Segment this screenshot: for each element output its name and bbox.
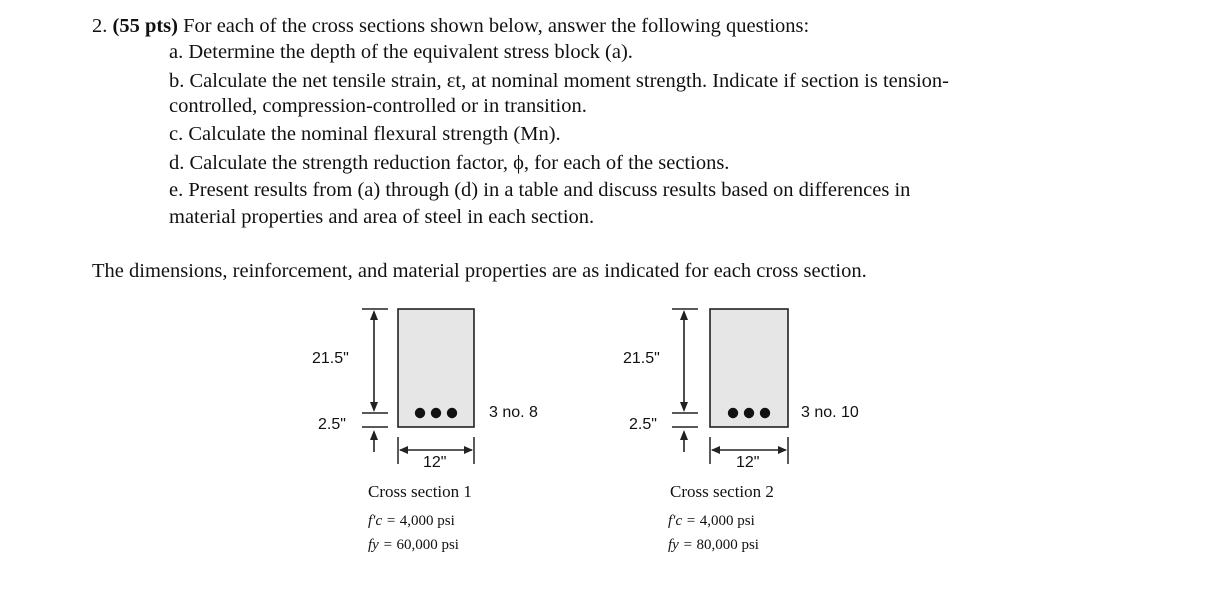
item-a: a. Determine the depth of the equivalent stress block (a). [169, 41, 633, 63]
section-2-fc [668, 513, 755, 530]
section-1-caption: Cross section 1 [368, 482, 472, 501]
section-2-caption: Cross section 2 [670, 482, 774, 501]
section-1-height-top: 21.5" [312, 350, 349, 367]
section-1-fy-value: 60,000 psi [396, 537, 459, 553]
rebar-1a [415, 408, 425, 418]
rebar-2c [760, 408, 770, 418]
problem-prompt: For each of the cross sections shown below, answer the following questions: [183, 15, 810, 37]
rebar-2b [744, 408, 754, 418]
section-1-fc [368, 513, 455, 530]
rebar-1c [447, 408, 457, 418]
item-e: e. Present results from (a) through (d) in a table and discuss results based on differences in [169, 179, 911, 201]
section-1-fy-label: fy = [368, 537, 397, 553]
section-1-fc-label: f′c = [368, 513, 400, 529]
section-2-fc-label: f′c = [668, 513, 700, 529]
item-b-continued: controlled, compression-controlled or in transition. [169, 95, 587, 117]
section-1-width: 12" [423, 454, 447, 471]
section-1-fc-value: 4,000 psi [399, 513, 455, 529]
item-b: b. Calculate the net tensile strain, εt, at nominal moment strength. Indicate if section is tension- [169, 70, 950, 92]
section-2-fy-value: 80,000 psi [696, 537, 759, 553]
cross-section-drawings [0, 292, 1208, 612]
section-2-height-bottom: 2.5" [629, 416, 657, 433]
dimensions-note: The dimensions, reinforcement, and material properties are as indicated for each cross section. [92, 260, 867, 282]
section-2-bars: 3 no. 10 [801, 404, 859, 421]
cross-section-1-drawing [362, 309, 474, 464]
item-c: c. Calculate the nominal flexural strength (Mn). [169, 123, 561, 145]
section-1-fy [368, 537, 459, 554]
section-1-height-bottom: 2.5" [318, 416, 346, 433]
rebar-1b [431, 408, 441, 418]
cross-section-1-figure [0, 292, 1208, 612]
item-d: d. Calculate the strength reduction factor, ϕ, for each of the sections. [169, 152, 730, 174]
section-2-width: 12" [736, 454, 760, 471]
problem-number: 2. [92, 15, 108, 37]
section-2-fy-label: fy = [668, 537, 697, 553]
rebar-2a [728, 408, 738, 418]
problem-points: (55 pts) [112, 15, 178, 37]
section-1-bars: 3 no. 8 [489, 404, 538, 421]
cross-section-2-drawing [672, 309, 788, 464]
section-2-fc-value: 4,000 psi [699, 513, 755, 529]
section-2-fy [668, 537, 759, 554]
problem-heading [92, 14, 809, 38]
section-2-height-top: 21.5" [623, 350, 660, 367]
item-e-continued: material properties and area of steel in each section. [169, 206, 595, 228]
